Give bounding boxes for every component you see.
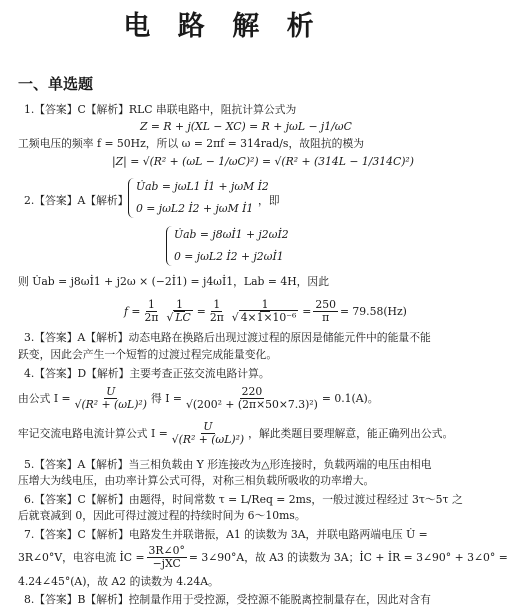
q7-frac-den: −jXC [152,556,181,570]
q5-line2: 压增大为线电压，由功率计算公式可得，对称三相负载所吸收的功率增大。 [18,474,375,487]
q4-line3-pre: 牢记交流电路电流计算公式 I = [18,426,168,440]
q2-sys2a: U̇ab = j8ωİ1 + j2ωİ2 [174,228,289,241]
q5-line1: 5.【答案】A【解析】当三相负载由 Y 形连接改为△形连接时，负载两端的电压由相电 [24,458,432,471]
q8-line1: 8.【答案】B【解析】控制量作用于受控源，受控源不能脱离控制量存在，因此对含有 [24,593,431,606]
q7-line2-pre: 3R∠0°V，电容电流 İC = [18,550,145,564]
q2-frac-c-num: 1 [213,297,221,311]
q2-sys1a: U̇ab = jωL1 İ1 + jωM İ2 [136,180,269,193]
q1-line2: 工频电压的频率 f = 50Hz，所以 ω = 2πf = 314rad/s，故阻抗的模为 [18,137,365,150]
q1-formula2: |Z| = √(R² + (ωL − 1/ωC)²) = √(R² + (314L − 1/314C)²) [112,155,414,168]
q2-freq-result: = 79.58(Hz) [339,304,407,318]
q2-sys2b: 0 = jωL2 İ2 + j2ωİ1 [174,250,284,263]
page-title: 电 路 解 析 [123,11,323,42]
q2-frac-b-den-text: LC [175,310,191,324]
q1-line1: 1.【答案】C【解析】RLC 串联电路中，阻抗计算公式为 [24,103,297,116]
q2-frac-b-num: 1 [176,297,184,311]
q2-then: 则 U̇ab = j8ωİ1 + j2ω × (−2İ1) = j4ωİ1，Lab = 4H，因此 [18,275,330,288]
q2-frac-b [164,299,194,324]
q4-line3-post: ，解此类题目要理解意，能正确列出公式。 [248,426,454,440]
q4-frac-3-den: √(R² + (ωL)²) [171,432,245,446]
q6-line2: 后就衰减到 0，因此可得过渡过程的持续时间为 6～10ms。 [18,509,306,522]
q4-result: = 0.1(A)。 [321,391,379,405]
q7-line3: 4.24∠45°(A)，故 A2 的读数为 4.24A。 [18,575,219,588]
q6-line1: 6.【答案】C【解析】由题得，时间常数 τ = L/Req = 2ms，一般过渡过程经过 3τ～5τ 之 [24,493,463,506]
q4-prefix: 由公式 I = [18,391,71,405]
q4-formula-line [18,383,379,413]
q2-brace-2 [166,226,172,266]
q3-line1: 3.【答案】A【解析】动态电路在换路后出现过渡过程的原因是储能元件中的能量不能 [24,331,431,344]
q2-freq-eq: = [196,304,206,318]
section-heading: 一、单选题 [18,75,94,93]
q4-frac-2-num: 220 [241,384,263,398]
q4-frac-3 [170,421,246,446]
q2-brace-1 [128,178,134,218]
q2-frac-e-den: π [322,310,330,324]
q2-frac-d-den-text: 4×1×10⁻⁶ [240,310,297,324]
q2-frac-c-den: 2π [209,310,224,324]
q2-frequency-formula [124,296,407,326]
q2-frac-d-num: 1 [261,297,269,311]
q7-frac-num: 3R∠0° [148,543,185,557]
q4-line3 [18,418,453,448]
q2-frac-c [208,299,226,324]
q2-frac-a-num: 1 [148,297,155,311]
q2-frac-e [313,299,338,324]
q4-frac-2-den: √(200² + (2π×50×7.3)²) [185,397,318,411]
q2-label: 2.【答案】A【解析】 [24,194,129,207]
q2-frac-a-den: 2π [144,310,159,324]
q4-line1: 4.【答案】D【解析】主要考查正弦交流电路计算。 [24,367,270,380]
q7-line2 [18,542,508,572]
q4-frac-1-num: U [106,384,116,398]
q2-frac-d-den: √ 4×1×10⁻⁶ [231,310,297,324]
q2-freq-eq-2: = [302,304,312,318]
q7-frac [147,545,187,570]
q3-line2: 跃变，因此会产生一个短暂的过渡过程完成能量变化。 [18,348,278,361]
q4-frac-3-num: U [203,419,213,433]
q2-after: ，即 [258,194,280,207]
q2-frac-d [230,299,301,324]
q2-frac-e-num: 250 [315,297,336,311]
q4-frac-1-den: √(R² + (ωL)²) [74,397,147,411]
q4-mid: 得 I = [150,391,182,405]
q2-frac-a [142,299,160,324]
q4-frac-1 [73,386,149,411]
q2-sys1b: 0 = jωL2 İ2 + jωM İ1 [136,202,254,215]
q2-frac-b-den: √ LC [166,310,191,324]
q7-line1: 7.【答案】C【解析】电路发生并联谐振，A1 的读数为 3A，并联电路两端电压 U̇ = [24,528,428,541]
q4-frac-2 [184,386,320,411]
q1-formula: Z = R + j(XL − XC) = R + jωL − j1/ωC [140,120,352,133]
q7-line2-post: = 3∠90°A，故 A3 的读数为 3A；İC + İR = 3∠90° + 3∠0° = [188,550,508,564]
q2-freq-lhs: f = [124,304,141,318]
